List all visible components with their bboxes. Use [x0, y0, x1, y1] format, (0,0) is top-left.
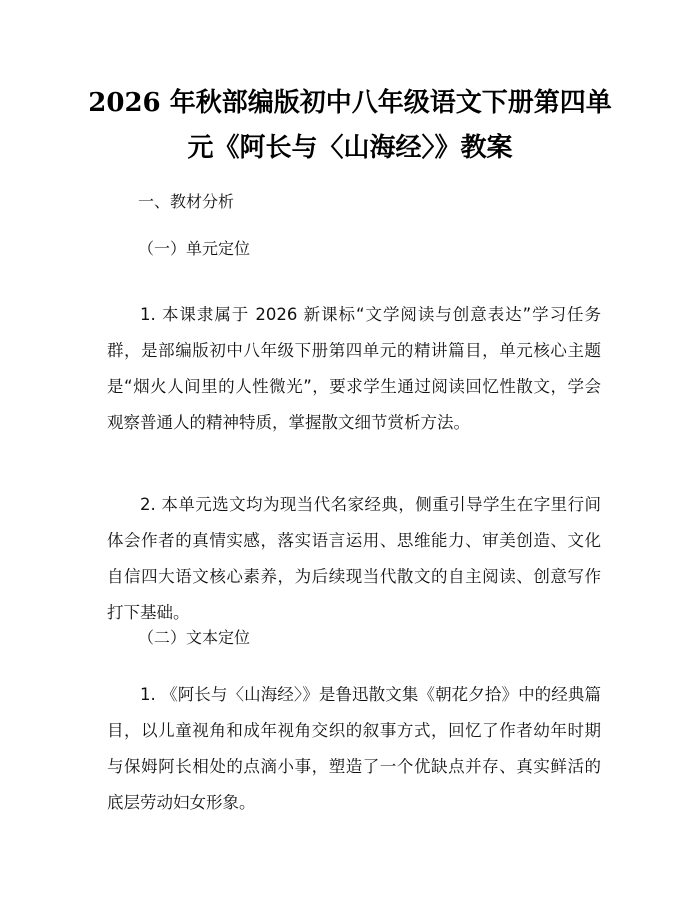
paragraph-unit-positioning-2: 2. 本单元选文均为现当代名家经典，侧重引导学生在字里行间体会作者的真情实感，落实语言运用、思维能力、审美创造、文化自信四大语文核心素养，为后续现当代散文的自主阅读、创意写作打下基础。 [107, 494, 601, 622]
subsection-heading-text-positioning: （二）文本定位 [138, 628, 251, 647]
section-heading-teaching-material-analysis: 一、教材分析 [138, 192, 235, 211]
document-title-line-2: 元《阿长与〈山海经〉》教案 [187, 133, 513, 163]
document-title-line-1: 2026 年秋部编版初中八年级语文下册第四单 [88, 88, 612, 118]
subsection-heading-unit-positioning: （一）单元定位 [138, 239, 251, 258]
paragraph-text-positioning-1: 1. 《阿长与〈山海经〉》是鲁迅散文集《朝花夕拾》中的经典篇目，以儿童视角和成年视角交织的叙事方式，回忆了作者幼年时期与保姆阿长相处的点滴小事，塑造了一个优缺点并存、真实鲜活的底层劳动妇女形象。 [107, 684, 601, 812]
paragraph-unit-positioning-1: 1. 本课隶属于 2026 新课标“文学阅读与创意表达”学习任务群，是部编版初中八年级下册第四单元的精讲篇目，单元核心主题是“烟火人间里的人性微光”，要求学生通过阅读回忆性散文，学会观察普通人的精神特质，掌握散文细节赏析方法。 [107, 304, 601, 432]
